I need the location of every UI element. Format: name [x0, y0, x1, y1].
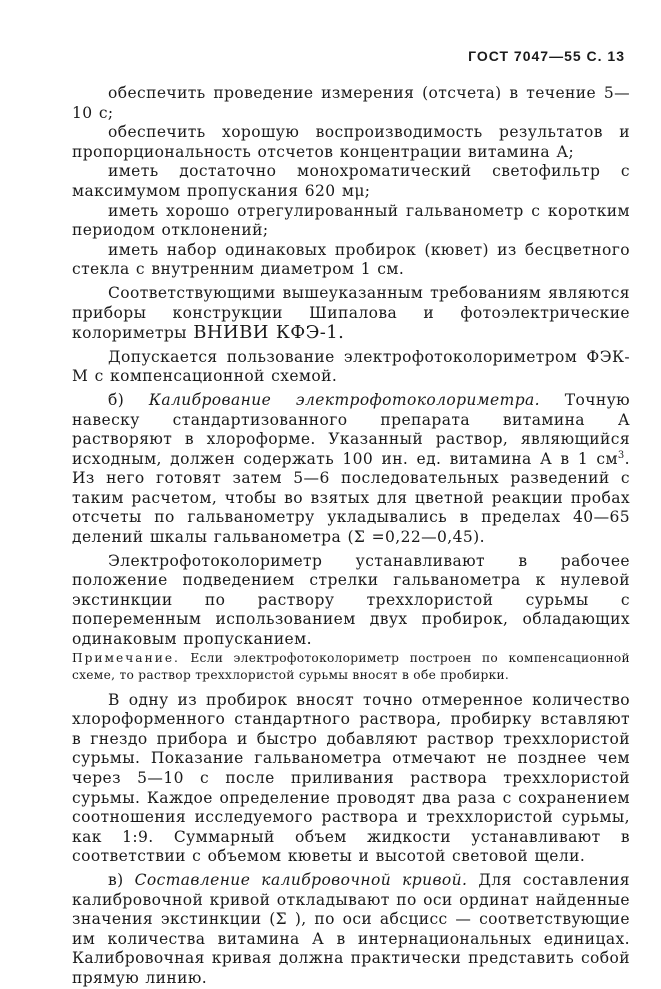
section-title-curve: Составление калибровочной кривой.: [134, 870, 468, 889]
note-label: Примечание.: [72, 650, 180, 665]
paragraph-galvanometer: иметь хорошо отрегулированный гальванометр с коротким периодом отклонений;: [72, 201, 630, 240]
note-text: Если электрофотоколориметр построен по компенсационной схеме, то раствор треххлористой сурьмы вносят в обе пробирки.: [72, 650, 630, 682]
curve-text: Для составления калибровочной кривой откладывают по оси ординат найденные значения экстинкции (Σ ), по оси абсцисс — соответствующие им количества витамина А в интернациональных единицах. Калибровочная кривая должна практически представить собой прямую линию.: [72, 870, 630, 987]
instruments-text: Соответствующими вышеуказанным требованиям являются приборы конструкции Шипалова и фотоэлектрические колориметры: [72, 283, 630, 343]
paragraph-calibration-curve: [72, 871, 630, 989]
paragraph-zero-setup: Электрофотоколориметр устанавливают в рабочее положение подведением стрелки гальванометра к нулевой экстинкции по раствору треххлористой сурьмы с попеременным использованием двух пробирок, обладающих одинаковым пропусканием.: [72, 551, 630, 649]
calibration-text-a: Точную навеску стандартизованного препарата витамина А растворяют в хлороформе. Указанный раствор, являющийся исходным, должен содержать 100 ин. ед. витамина А в 1 см: [72, 390, 631, 468]
paragraph-fek-m: Допускается пользование электрофотоколориметром ФЭК-М с компенсационной схемой.: [72, 347, 630, 386]
paragraph-test-tubes: иметь набор одинаковых пробирок (кювет) из бесцветного стекла с внутренним диаметром 1 см.: [72, 240, 630, 279]
paragraph-light-filter: иметь достаточно монохроматический светофильтр с максимумом пропускания 620 мμ;: [72, 162, 630, 200]
section-label-v: в): [108, 870, 124, 889]
page-header: ГОСТ 7047—55 С. 13: [468, 48, 625, 64]
calibration-text-b: . Из него готовят затем 5—6 последовательных разведений с таким расчетом, чтобы во взятых для цветной реакции пробах отсчеты по гальванометру укладывались в пределах 40—65 делений шкалы гальванометра (Σ =0,22—0,45).: [72, 449, 630, 547]
document-body: [72, 84, 630, 989]
section-label-b: б): [108, 390, 125, 409]
paragraph-measurement-time: обеспечить проведение измерения (отсчета) в течение 5—10 с;: [72, 84, 630, 122]
paragraph-procedure: В одну из пробирок вносят точно отмеренное количество хлороформенного стандартного раствора, пробирку вставляют в гнездо прибора и быстро добавляют раствор треххлористой сурьмы. Показание гальванометра отмечают не позднее чем через 5—10 с после приливания раствора треххлористой сурьмы. Каждое определение проводят два раза с сохранением соотношения исследуемого раствора и треххлористой сурьмы, как 1:9. Суммарный объем жидкости устанавливают в соответствии с объемом кюветы и высотой световой щели.: [72, 690, 630, 866]
paragraph-calibration: [72, 391, 630, 548]
paragraph-instruments: [72, 284, 630, 344]
instrument-model: ВНИВИ КФЭ-1.: [193, 322, 345, 344]
section-title-calibration: Калибрование электрофотоколориметра.: [148, 390, 541, 409]
paragraph-reproducibility: обеспечить хорошую воспроизводимость результатов и пропорциональность отсчетов концентрации витамина А;: [72, 123, 630, 161]
note-paragraph: [72, 650, 630, 684]
superscript-3: 3: [617, 449, 625, 461]
